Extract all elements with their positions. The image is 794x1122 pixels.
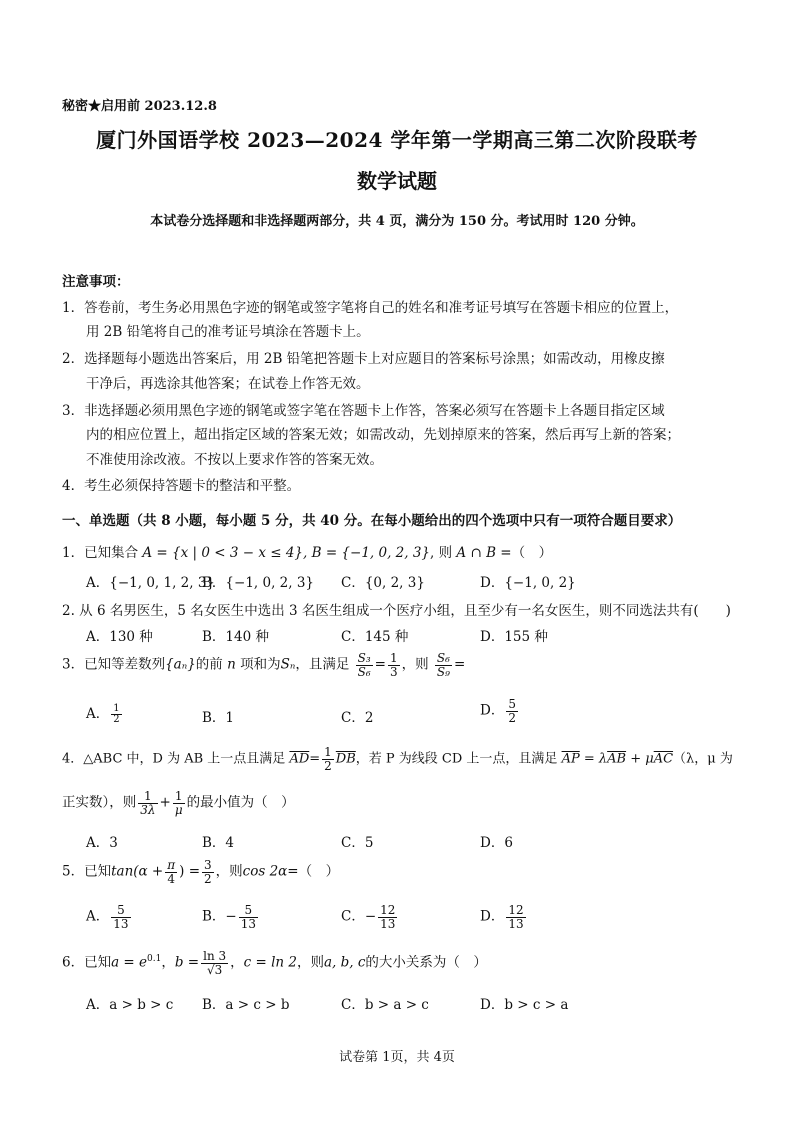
- q5-close: ) =: [179, 863, 201, 880]
- q5-option-b-label: B．: [202, 908, 226, 925]
- notice-item-3-cont2: 不准使用涂改液。不按以上要求作答的答案无效。: [86, 452, 383, 468]
- q3-option-d-label: D．: [480, 702, 505, 719]
- q6-b-num: ln 3: [203, 949, 227, 963]
- q5-option-d-num: 12: [508, 903, 524, 917]
- q5-option-a-label: A．: [86, 908, 110, 925]
- q2-option-c[interactable]: C．145 种: [341, 629, 409, 645]
- q5-option-b[interactable]: [202, 904, 260, 930]
- q3-equals-2: =: [453, 656, 466, 673]
- q5-option-c-sign: −: [364, 908, 377, 925]
- q3-frac3-num: S₆: [436, 651, 450, 665]
- q3-text-1: 3．已知等差数列: [62, 656, 166, 673]
- q5-value-den: 2: [204, 871, 212, 886]
- question-1: [62, 541, 552, 561]
- q4-option-a[interactable]: A．3: [86, 835, 118, 851]
- q5-tan: tan(α +: [111, 863, 164, 880]
- notice-title: 注意事项：: [62, 274, 130, 290]
- notice-item-1-cont: 用 2B 铅笔将自己的准考证号填涂在答题卡上。: [86, 324, 370, 340]
- q6-text-2: ，则: [296, 954, 324, 971]
- q3-option-a-num: 1: [113, 702, 120, 714]
- q6-a: a = e: [111, 954, 148, 971]
- q1-set-a: A = {x | 0 < 3 − x ≤ 4}: [142, 545, 304, 561]
- q4-half-num: 1: [324, 745, 332, 759]
- q3-fraction-one-third: [388, 652, 400, 678]
- q4-fraction-1-3lambda: [138, 790, 157, 816]
- notice-item-2: 2．选择题每小题选出答案后，用 2B 铅笔把答题卡上对应题目的答案标号涂黑；如需改动，用橡皮擦: [62, 351, 665, 367]
- q4-text-2: ，若 P 为线段 CD 上一点，且满足: [355, 751, 558, 767]
- q5-option-d-fraction: [506, 904, 525, 930]
- q3-fraction-s6-s9: [435, 652, 452, 678]
- q6-option-c[interactable]: C．b > a > c: [341, 997, 429, 1013]
- q4-frac2-num: 1: [173, 790, 185, 804]
- q5-pi-num: π: [167, 858, 176, 872]
- q3-equals: =: [374, 656, 386, 673]
- q1-expr: A ∩ B: [456, 545, 496, 561]
- q3-frac1-num: S₃: [357, 651, 371, 665]
- q6-c: c = ln 2: [243, 954, 297, 971]
- q5-option-b-den: 13: [240, 916, 257, 931]
- q4-vector-ap: $\overline{AP}$: [561, 751, 580, 767]
- q4-option-d[interactable]: D．6: [480, 835, 513, 851]
- q5-option-a-den: 13: [113, 916, 129, 931]
- notice-item-1: 1．答卷前，考生务必用黑色字迹的钢笔或签字笔将自己的姓名和准考证号填写在答题卡相应的位置上，: [62, 300, 679, 316]
- q5-pi-den: 4: [167, 871, 176, 886]
- question-4: [62, 746, 733, 772]
- q1-set-b: , B = {−1, 0, 2, 3}: [303, 545, 431, 561]
- q4-text-1: 4．△ABC 中，D 为 AB 上一点且满足: [62, 751, 286, 767]
- q4-option-b[interactable]: B．4: [202, 835, 235, 851]
- q3-option-a-den: 2: [113, 714, 120, 725]
- q3-text-4: ，且满足: [295, 656, 350, 673]
- question-6: [62, 950, 487, 976]
- notice-item-3-cont: 内的相应位置上，超出指定区域的答案无效；如需改动，先划掉原来的答案，然后再写上新的答案；: [86, 427, 680, 443]
- q5-option-c-num: 12: [380, 903, 396, 917]
- page-footer: 试卷第 1页，共 4页: [339, 1050, 455, 1065]
- q3-option-a-label: A．: [86, 706, 110, 722]
- q4-text-3: （λ，μ 为: [673, 751, 733, 767]
- q5-cos: cos 2α: [242, 863, 288, 880]
- q1-tail: =（ ）: [500, 545, 553, 561]
- q3-option-b[interactable]: B．1: [202, 710, 235, 726]
- q4-vector-ac: $\overline{AC}$: [653, 751, 674, 767]
- q5-option-b-sign: −: [225, 908, 237, 925]
- q3-n: n: [227, 656, 236, 673]
- q5-tail: =（ ）: [287, 863, 340, 880]
- q5-option-c-label: C．: [341, 908, 365, 925]
- q3-option-d-fraction: [506, 698, 518, 724]
- q1-option-d[interactable]: D．{−1, 0, 2}: [480, 575, 576, 591]
- q4-fraction-half: [322, 746, 334, 772]
- q4-vector-ad: $\overline{AD}$: [289, 751, 310, 767]
- question-3: [62, 652, 465, 678]
- q5-text-1: 5．已知: [62, 863, 112, 880]
- q4-frac1-den: 3λ: [140, 802, 156, 817]
- question-4-line-2: [62, 790, 295, 816]
- q1-ask: , 则: [430, 545, 453, 561]
- q2-option-d[interactable]: D．155 种: [480, 629, 548, 645]
- q1-option-a[interactable]: A．{−1, 0, 1, 2, 3}: [86, 575, 216, 591]
- q4-line2-tail: 的最小值为（ ）: [186, 794, 295, 811]
- q3-option-c[interactable]: C．2: [341, 710, 374, 726]
- q5-fraction-pi-4: [165, 859, 177, 885]
- q6-option-b[interactable]: B．a > c > b: [202, 997, 290, 1013]
- q6-b-den: √3: [206, 962, 223, 977]
- q5-option-c[interactable]: [341, 904, 399, 930]
- q3-frac1-den: S₆: [357, 664, 371, 679]
- q4-plus: +: [159, 794, 171, 811]
- q6-option-a[interactable]: A．a > b > c: [86, 997, 174, 1013]
- q3-fraction-s3-s6: [356, 652, 373, 678]
- secret-label: 秘密★启用前 2023.12.8: [62, 99, 217, 114]
- q4-fraction-1-mu: [173, 790, 185, 816]
- q3-frac2-den: 3: [389, 664, 398, 679]
- notice-item-3: 3．非选择题必须用黑色字迹的钢笔或签字笔在答题卡上作答，答案必须写在答题卡上各题目指定区域: [62, 403, 665, 419]
- q4-plus-mu: + μ: [630, 751, 654, 767]
- q3-option-d-den: 2: [508, 710, 516, 725]
- exam-title: 厦门外国语学校 2023—2024 学年第一学期高三第二次阶段联考: [96, 128, 698, 152]
- q4-option-c[interactable]: C．5: [341, 835, 374, 851]
- q6-a-exponent: 0.1: [147, 954, 162, 965]
- q2-option-b[interactable]: B．140 种: [202, 629, 269, 645]
- exam-intro: 本试卷分选择题和非选择题两部分，共 4 页，满分为 150 分。考试用时 120 分钟。: [150, 214, 644, 229]
- q3-option-d[interactable]: [480, 698, 520, 724]
- q5-option-b-fraction: [239, 904, 258, 930]
- q3-frac3-den: S₉: [436, 664, 450, 679]
- q5-fraction-3-2: [202, 859, 214, 885]
- q3-sn: Sₙ: [280, 656, 296, 673]
- q6-text-1: 6．已知: [62, 954, 112, 971]
- q1-option-b[interactable]: B．{−1, 0, 2, 3}: [202, 575, 315, 591]
- q3-option-a-fraction: [111, 704, 121, 726]
- question-5: [62, 859, 339, 885]
- q3-frac2-num: 1: [389, 651, 398, 665]
- q5-option-d-den: 13: [508, 916, 524, 931]
- q4-vector-ab: $\overline{AB}$: [607, 751, 627, 767]
- q1-option-c[interactable]: C．{0, 2, 3}: [341, 575, 425, 591]
- q5-value-num: 3: [204, 858, 212, 872]
- q6-b: b =: [174, 954, 200, 971]
- q5-option-c-den: 13: [380, 916, 396, 931]
- question-2: 2. 从 6 名男医生，5 名女医生中选出 3 名医生组成一个医疗小组，且至少有一名女医生，则不同选法共有( ): [62, 603, 731, 619]
- q5-option-b-num: 5: [239, 904, 258, 918]
- exam-subject: 数学试题: [357, 169, 437, 193]
- q4-frac2-den: μ: [174, 802, 183, 817]
- q3-option-d-num: 5: [508, 697, 516, 711]
- q3-text-3: 项和为: [240, 656, 281, 673]
- q1-prefix: 1．已知集合: [62, 545, 139, 561]
- q6-abc: a, b, c: [323, 954, 366, 971]
- q3-text-5: ，则: [401, 656, 429, 673]
- q6-sep-2: ，: [230, 954, 244, 971]
- section-single-choice: 一、单选题（共 8 小题，每小题 5 分，共 40 分。在每小题给出的四个选项中只有一项符合题目要求）: [62, 513, 682, 529]
- q4-frac1-num: 1: [138, 790, 157, 804]
- q6-option-d[interactable]: D．b > c > a: [480, 997, 569, 1013]
- q2-option-a[interactable]: A．130 种: [86, 629, 153, 645]
- q5-option-a-fraction: [111, 904, 130, 930]
- q4-vector-db: $\overline{DB}$: [335, 751, 356, 767]
- q3-sequence: {aₙ}: [165, 656, 196, 673]
- q5-option-a[interactable]: [86, 904, 133, 930]
- q3-text-2: 的前: [195, 656, 223, 673]
- q6-text-3: 的大小关系为（ ）: [365, 954, 487, 971]
- q5-text-2: ，则: [215, 863, 243, 880]
- q5-option-c-fraction: [378, 904, 397, 930]
- q5-option-a-num: 5: [111, 904, 130, 918]
- q5-option-d-label: D．: [480, 908, 505, 925]
- q4-equals-lambda: = λ: [583, 751, 608, 767]
- q4-half-den: 2: [324, 758, 332, 773]
- q4-line2-text: 正实数），则: [62, 794, 137, 811]
- q5-option-d[interactable]: [480, 904, 528, 930]
- q6-sep-1: ，: [161, 954, 175, 971]
- q6-fraction-ln3-sqrt3: [201, 950, 228, 976]
- q4-equals: =: [309, 751, 321, 767]
- notice-item-4: 4．考生必须保持答题卡的整洁和平整。: [62, 478, 301, 494]
- notice-item-2-cont: 干净后，再选涂其他答案；在试卷上作答无效。: [86, 376, 370, 392]
- q3-option-a[interactable]: [86, 702, 124, 726]
